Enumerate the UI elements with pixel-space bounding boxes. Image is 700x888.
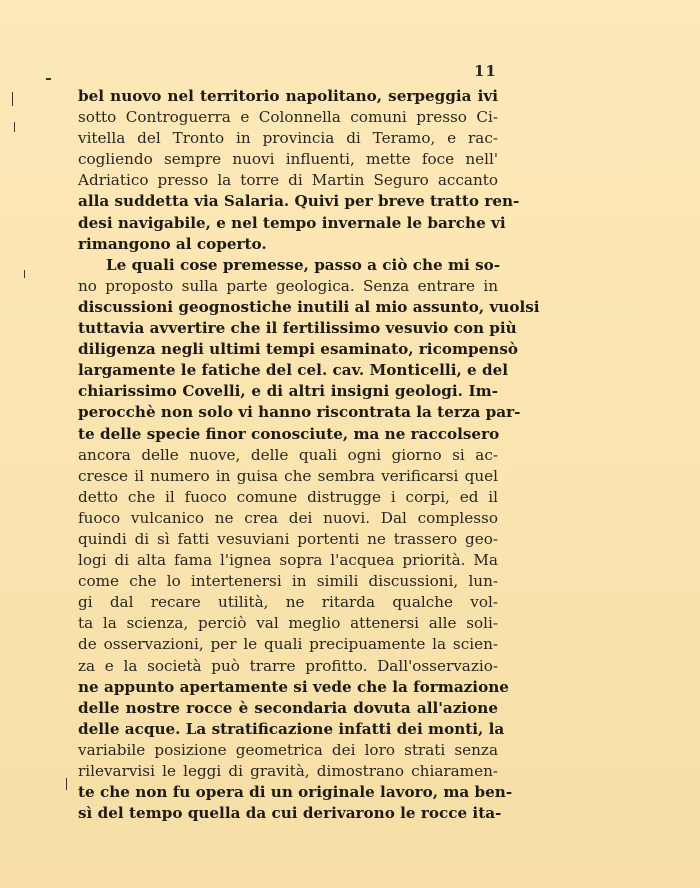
text-line: cogliendo sempre nuovi influenti, mette foce nell' [78, 150, 498, 169]
body-text [78, 86, 540, 824]
text-line: logi di alta fama l'ignea sopra l'acquea priorità. Ma [78, 551, 498, 570]
text-line: sì del tempo quella da cui derivarono le rocce ita- [78, 804, 502, 823]
text-line: te che non fu opera di un originale lavoro, ma ben- [78, 783, 513, 802]
text-line: gi dal recare utilità, ne ritarda qualche vol- [78, 593, 498, 612]
text-line: delle nostre rocce è secondaria dovuta all'azione [78, 698, 498, 717]
margin-mark [66, 778, 67, 790]
text-line: Adriatico presso la torre di Martin Seguro accanto [78, 171, 498, 190]
text-line: variabile posizione geometrica dei loro strati senza [78, 740, 498, 759]
margin-mark [14, 122, 15, 132]
text-line: no proposto sulla parte geologica. Senza entrare in [78, 276, 498, 295]
text-line: rilevarvisi le leggi di gravità, dimostrano chiaramen- [78, 762, 498, 780]
text-line: chiarissimo Covelli, e di altri insigni geologi. Im- [78, 382, 498, 401]
page-number: 11 [474, 62, 497, 80]
text-line: largamente le fatiche del cel. cav. Monticelli, e del [78, 361, 509, 380]
text-line: te delle specie finor conosciute, ma ne raccolsero [78, 424, 500, 443]
text-line: perocchè non solo vi hanno riscontrata la terza par- [78, 403, 521, 422]
margin-mark [12, 92, 13, 106]
margin-mark [24, 270, 25, 278]
text-line: delle acque. La stratificazione infatti dei monti, la [78, 719, 505, 738]
text-line: come che lo intertenersi in simili discussioni, lun- [78, 572, 498, 591]
text-line: ancora delle nuove, delle quali ogni giorno si ac- [78, 445, 498, 464]
text-line: de osservazioni, per le quali precipuamente la scien- [78, 635, 498, 654]
text-line: bel nuovo nel territorio napolitano, serpeggia ivi [78, 87, 498, 105]
text-line: tuttavia avvertire che il fertilissimo vesuvio con più [78, 319, 517, 338]
text-line: detto che il fuoco comune distrugge i corpi, ed il [78, 487, 498, 506]
text-line: fuoco vulcanico ne crea dei nuovi. Dal complesso [78, 508, 498, 527]
text-line: ne appunto apertamente si vede che la formazione [78, 677, 509, 696]
text-line: rimangono al coperto. [78, 234, 267, 253]
margin-mark [46, 78, 51, 80]
text-line: diligenza negli ultimi tempi esaminato, ricompensò [78, 340, 519, 359]
text-line: alla suddetta via Salaria. Quivi per breve tratto ren- [78, 192, 520, 211]
text-line: sotto Controguerra e Colonnella comuni presso Ci- [78, 108, 498, 127]
text-line: za e la società può trarre profitto. Dall'osservazio- [78, 656, 498, 675]
text-line: quindi di sì fatti vesuviani portenti ne trassero geo- [78, 529, 498, 548]
text-line: cresce il numero in guisa che sembra verificarsi quel [78, 466, 498, 485]
text-line: desi navigabile, e nel tempo invernale le barche vi [78, 213, 506, 232]
text-line: vitella del Tronto in provincia di Teramo, e rac- [78, 129, 498, 148]
text-line: Le quali cose premesse, passo a ciò che mi so- [106, 255, 501, 274]
text-line: ta la scienza, perciò val meglio attenersi alle soli- [78, 614, 498, 633]
text-line: discussioni geognostiche inutili al mio assunto, vuolsi [78, 297, 540, 316]
